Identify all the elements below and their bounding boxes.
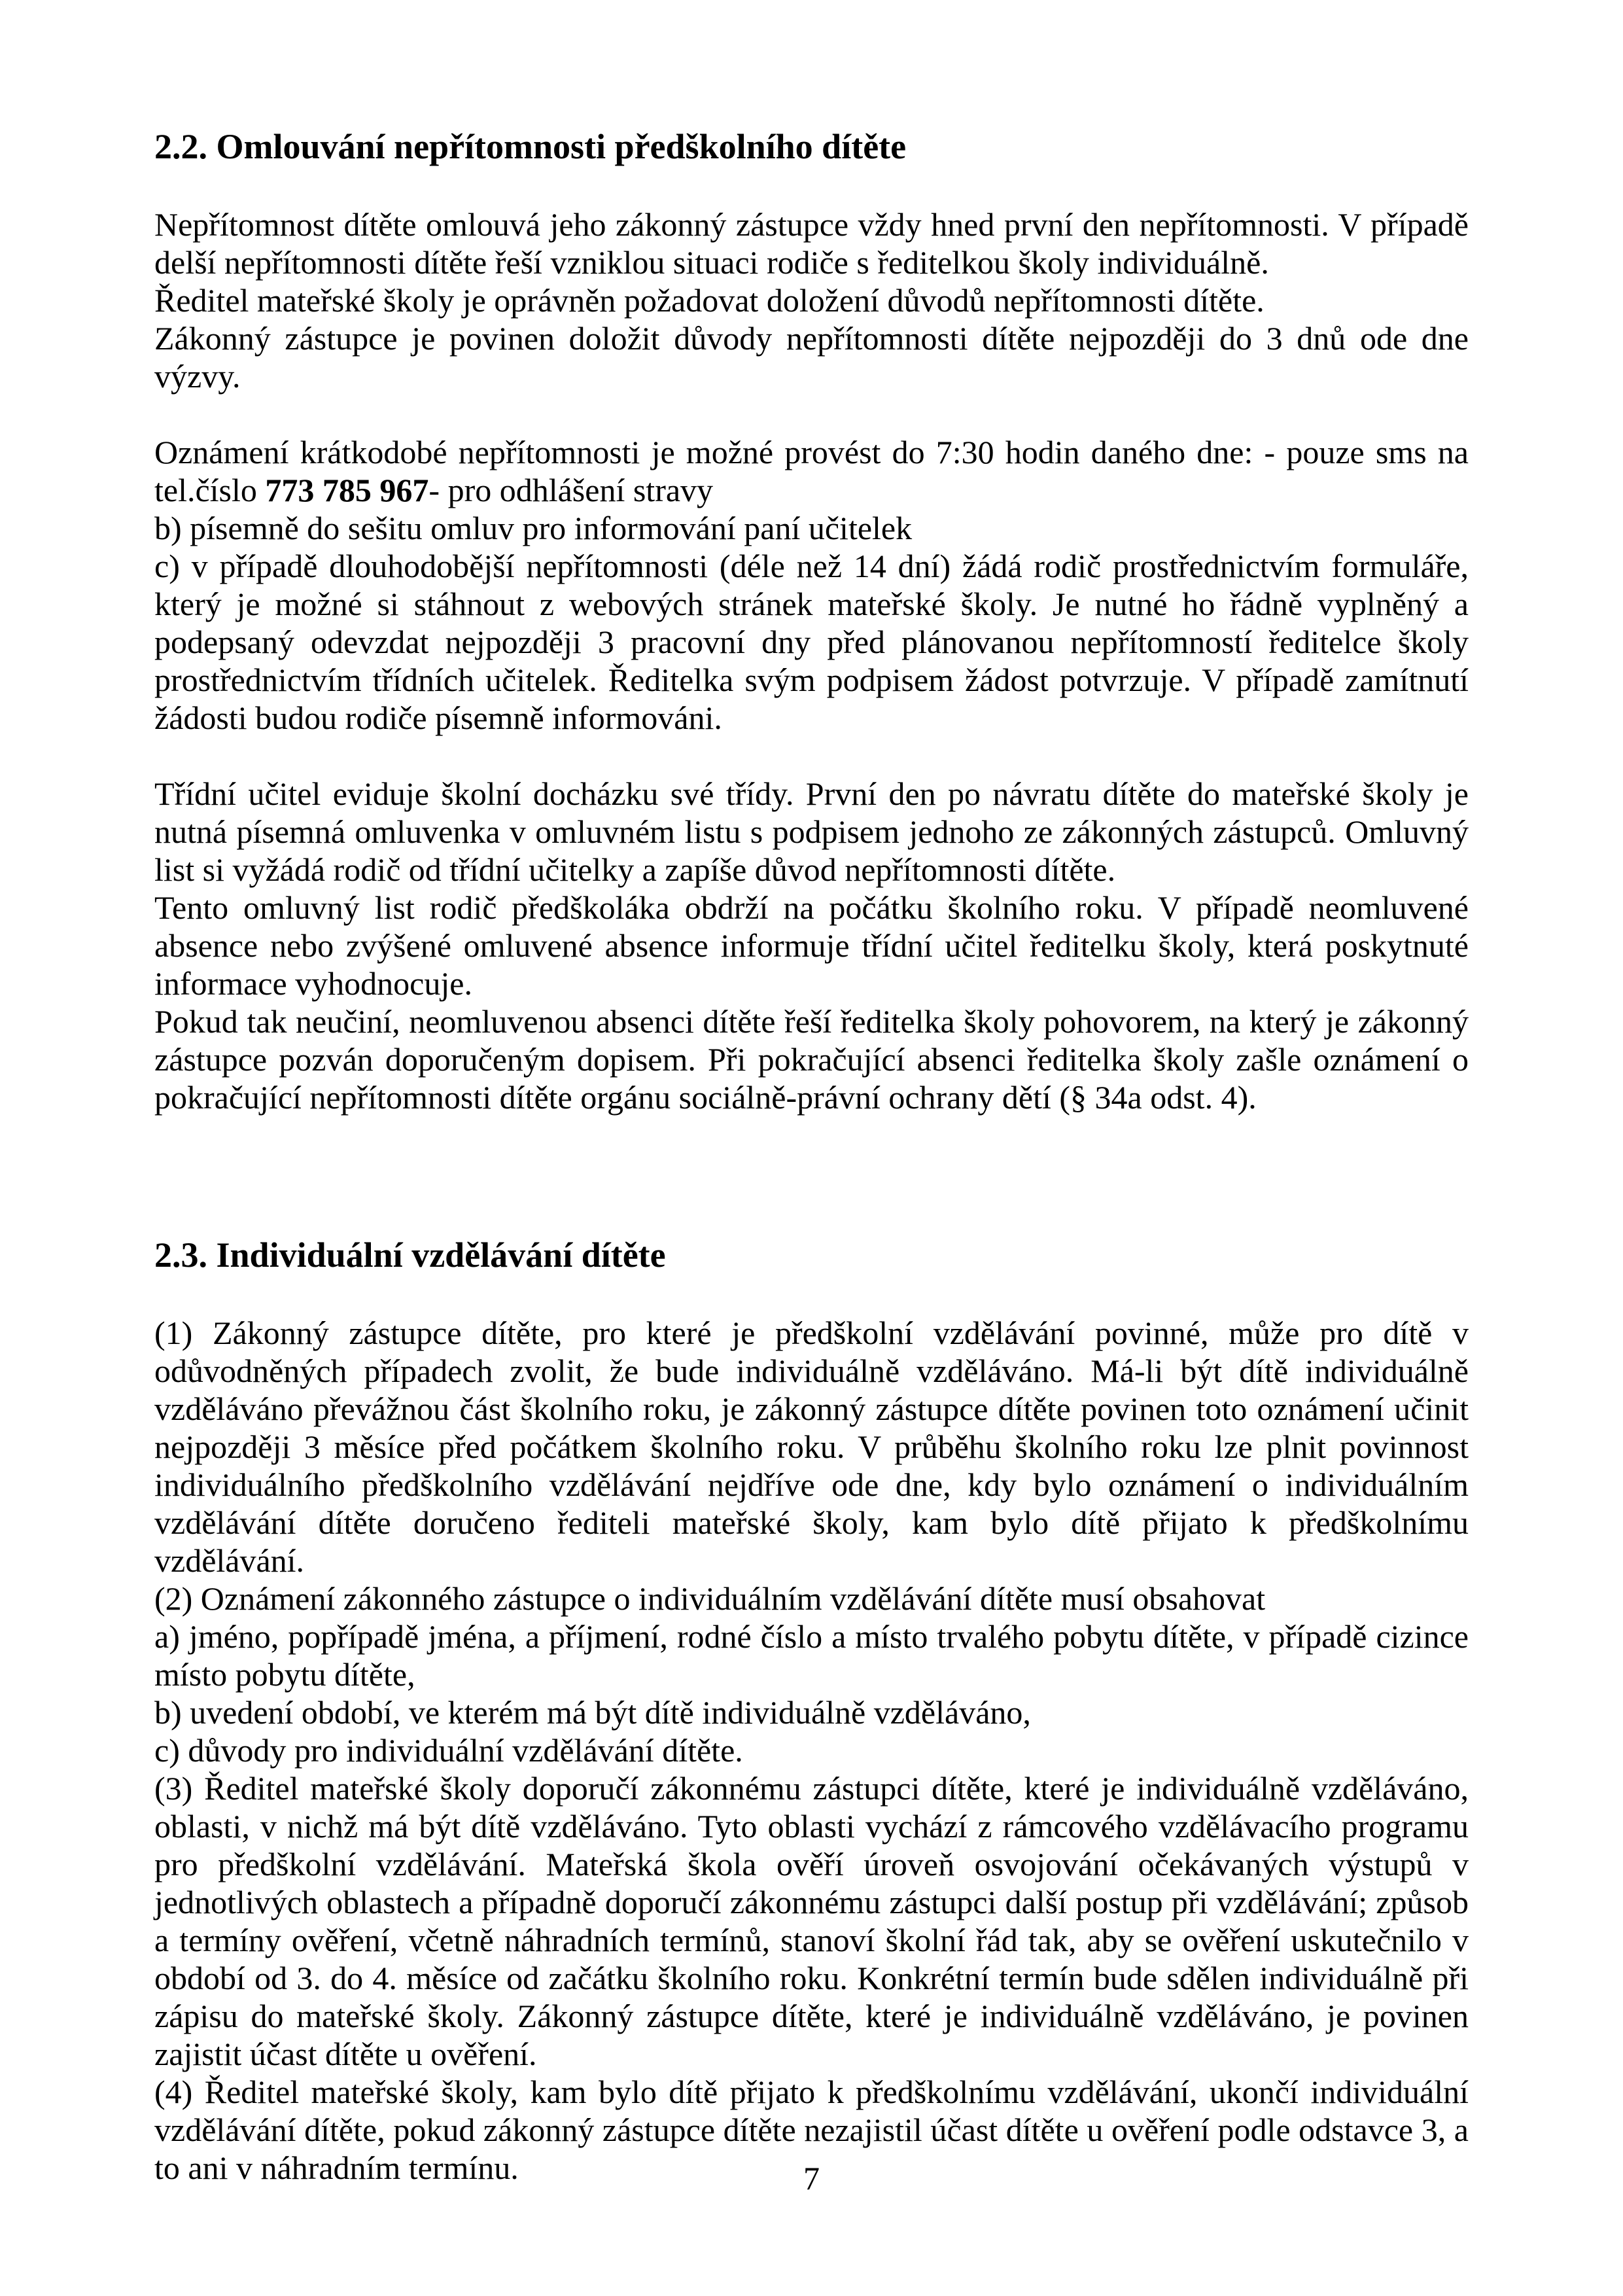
section-2-2-heading: 2.2. Omlouvání nepřítomnosti předškolního dítěte bbox=[154, 127, 907, 166]
text-segment-tridni-ucitel: Třídní učitel eviduje školní docházku své třídy. První den po návratu dítěte do mateřské školy je nutná písemná omluvenka v omluvném listu s podpisem jednoho ze zákonných zástupců. Omluvný list si vyžádá rodič od třídní učitelky a zapíše důvod nepřítomnosti dítěte. bbox=[154, 775, 1469, 888]
paragraph-individual-education bbox=[154, 1314, 1469, 2187]
text-segment-oznameni-intro: Oznámení krátkodobé nepřítomnosti je možné provést do 7:30 hodin daného dne: - pouze sms na tel.číslo bbox=[154, 434, 1469, 508]
text-segment-reditel: Ředitel mateřské školy je oprávněn požadovat doložení důvodů nepřítomnosti dítěte. bbox=[154, 282, 1265, 319]
text-segment-item-2c: c) důvody pro individuální vzdělávání dítěte. bbox=[154, 1732, 743, 1769]
text-segment-after-phone: - pro odhlášení stravy bbox=[428, 472, 714, 508]
section-2-3-heading: 2.3. Individuální vzdělávání dítěte bbox=[154, 1235, 666, 1275]
text-segment-pokud-tak-neucini: Pokud tak neučiní, neomluvenou absenci dítěte řeší ředitelka školy pohovorem, na který je zákonný zástupce pozván doporučeným dopisem. Při pokračující absenci ředitelka školy zašle oznámení o pokračující nepřítomnosti dítěte orgánu sociálně-právní ochrany dětí (§ 34a odst. 4). bbox=[154, 1003, 1469, 1116]
text-segment-item-4: (4) Ředitel mateřské školy, kam bylo dítě přijato k předškolnímu vzdělávání, ukončí individuální vzdělávání dítěte, pokud zákonný zástupce dítěte nezajistil účast dítěte u ověření podle odstavce 3, a to ani v náhradním termínu. bbox=[154, 2074, 1469, 2186]
document-content bbox=[154, 126, 1469, 2187]
text-segment-item-2: (2) Oznámení zákonného zástupce o individuálním vzdělávání dítěte musí obsahovat bbox=[154, 1580, 1266, 1617]
text-segment-item-2a: a) jméno, popřípadě jména, a příjmení, rodné číslo a místo trvalého pobytu dítěte, v případě cizince místo pobytu dítěte, bbox=[154, 1618, 1469, 1693]
text-segment-zakonny: Zákonný zástupce je povinen doložit důvody nepřítomnosti dítěte nejpozději do 3 dnů ode dne výzvy. bbox=[154, 320, 1469, 395]
text-segment-item-1: (1) Zákonný zástupce dítěte, pro které je předškolní vzdělávání povinné, může pro dítě v odůvodněných případech zvolit, že bude individuálně vzděláváno. Má-li být dítě individuálně vzděláváno převážnou část školního roku, je zákonný zástupce dítěte povinen toto oznámení učinit nejpozději 3 měsíce před počátkem školního roku. V průběhu školního roku lze plnit povinnost individuálního předškolního vzdělávání nejdříve ode dne, kdy bylo oznámení o individuálním vzdělávání dítěte doručeno řediteli mateřské školy, kam bylo dítě přijato k předškolnímu vzdělávání. bbox=[154, 1315, 1469, 1579]
text-segment-absence-flow: Nepřítomnost dítěte omlouvá jeho zákonný zástupce vždy hned první den nepřítomnosti. V případě delší nepřítomnosti dítěte řeší vzniklou situaci rodiče s ředitelkou školy individuálně. bbox=[154, 206, 1469, 281]
paragraph-attendance-record bbox=[154, 775, 1469, 1116]
text-segment-item-2b: b) uvedení období, ve kterém má být dítě individuálně vzděláváno, bbox=[154, 1694, 1031, 1731]
phone-number: 773 785 967 bbox=[265, 472, 429, 508]
text-segment-item-c: c) v případě dlouhodobější nepřítomnosti (déle než 14 dní) žádá rodič prostřednictvím formuláře, který je možné si stáhnout z webových stránek mateřské školy. Je nutné ho řádně vyplněný a podepsaný odevzdat nejpozději 3 pracovní dny před plánovanou nepřítomností ředitelce školy prostřednictvím třídních učitelek. Ředitelka svým podpisem žádost potvrzuje. V případě zamítnutí žádosti budou rodiče písemně informováni. bbox=[154, 548, 1469, 736]
text-segment-tento-omluvny-list: Tento omluvný list rodič předškoláka obdrží na počátku školního roku. V případě neomluvené absence nebo zvýšené omluvené absence informuje třídní učitel ředitelku školy, která poskytnuté informace vyhodnocuje. bbox=[154, 889, 1469, 1002]
page-number: 7 bbox=[803, 2160, 820, 2197]
paragraph-short-absence-notice bbox=[154, 433, 1469, 737]
text-segment-item-b: b) písemně do sešitu omluv pro informování paní učitelek bbox=[154, 510, 913, 546]
text-segment-item-3: (3) Ředitel mateřské školy doporučí zákonnému zástupci dítěte, které je individuálně vzděláváno, oblasti, v nichž má být dítě vzděláváno. Tyto oblasti vychází z rámcového vzdělávacího programu pro předškolní vzdělávání. Mateřská škola ověří úroveň osvojování očekávaných výstupů v jednotlivých oblastech a případně doporučí zákonnému zástupci další postup při vzdělávání; způsob a termíny ověření, včetně náhradních termínů, stanoví školní řád tak, aby se ověření uskutečnilo v období od 3. do 4. měsíce od začátku školního roku. Konkrétní termín bude sdělen individuálně při zápisu do mateřské školy. Zákonný zástupce dítěte, které je individuálně vzděláváno, je povinen zajistit účast dítěte u ověření. bbox=[154, 1770, 1469, 2072]
paragraph-absence-excusing bbox=[154, 205, 1469, 395]
